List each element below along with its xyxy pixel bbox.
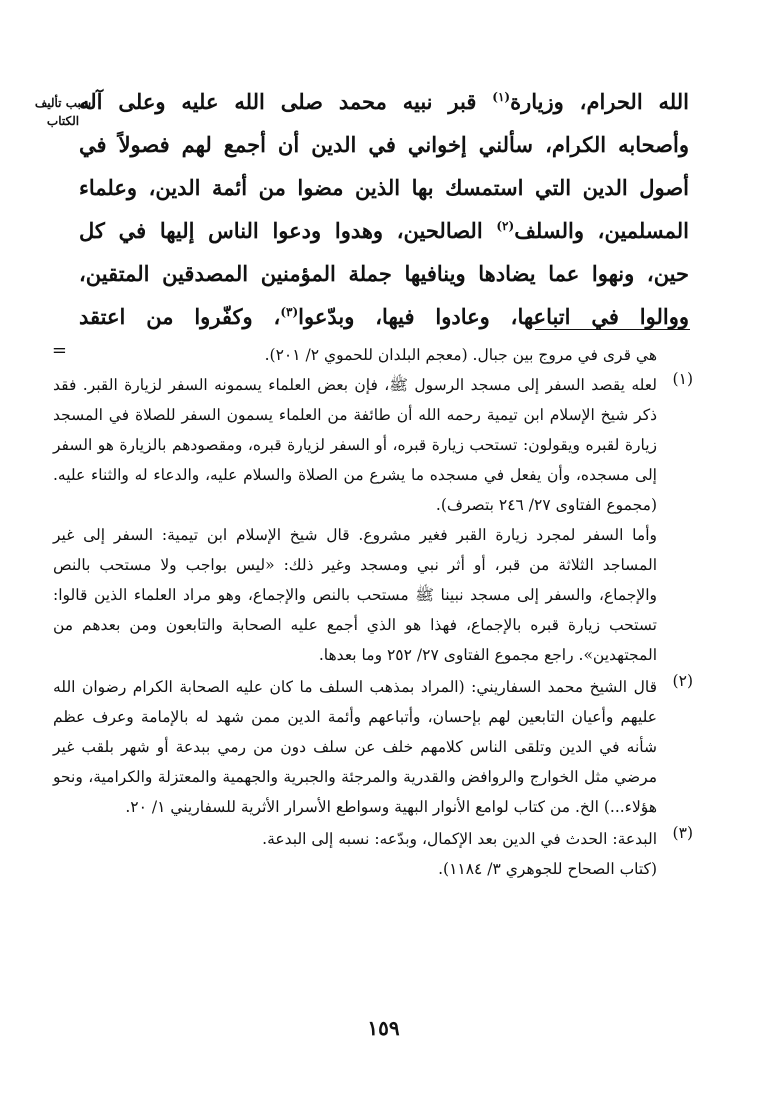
- footnote-number: (٢): [672, 672, 693, 690]
- page-number: ١٥٩: [367, 1016, 400, 1040]
- footnote-paragraph: وأما السفر لمجرد زيارة القبر فغير مشروع. قال شيخ الإسلام ابن تيمية: السفر إلى غير المساجد الثلاثة من قبر، أو أثر نبي ومسجد وغير ذلك: «ليس بواجب ولا مستحب بالنص والإجماع، والسفر إلى مسجد نبينا ﷺ مستحب بالنص والإجماع، وهو مراد العلماء الذين قالوا: تستحب زيارة قبره بالإجماع، فهذا هو الذي أجمع عليه الصحابة والتابعون ومن بعدهم من المجتهدين». راجع مجموع الفتاوى ٢٧/ ٢٥٢ وما بعدها.: [53, 526, 657, 664]
- footnote-paragraph: (كتاب الصحاح للجوهري ٣/ ١١٨٤).: [438, 860, 657, 878]
- footnote-number: (١): [672, 370, 693, 388]
- margin-note-line-2: الكتاب: [46, 114, 80, 128]
- footnote-paragraph: لعله يقصد السفر إلى مسجد الرسول ﷺ، فإن بعض العلماء يسمونه السفر لزيارة القبر. فقد ذكر شيخ الإسلام ابن تيمية رحمه الله أن طائفة من العلماء يسمون السفر للصلاة في المسجد زيارة لقبره ويقولون: تستحب زيارة قبره، أو السفر لزيارة قبره، ومقصودهم بالزيارة هو السفر إلى مسجده، وأن يفعل في مسجده ما يشرع من الصلاة والسلام عليه، والدعاء له والثناء عليه. (مجموع الفتاوى ٢٧/ ٢٤٦ بتصرف).: [53, 376, 657, 514]
- footnotes: [53, 340, 693, 884]
- continuation-text: هي قرى في مروج بين جبال. (معجم البلدان للحموي ٢/ ٢٠١).: [264, 346, 657, 364]
- main-line: وأصحابه الكرام، سألني إخواني في الدين أن أجمع لهم فصولاً في: [79, 132, 689, 157]
- margin-note-line-1: سبب تأليف: [34, 96, 92, 110]
- main-line: المسلمين، والسلف$^{(٢)}$ الصالحين، وهدوا ودعوا الناس إليها في كل: [79, 218, 689, 243]
- main-line: حين، ونهوا عما يضادها وينافيها جملة المؤمنين المصدقين المتقين،: [79, 261, 689, 286]
- main-line: الله الحرام، وزيارة$^{(١)}$ قبر نبيه محمد صلى الله عليه وعلى آله: [79, 89, 689, 114]
- continuation-marker: =: [51, 340, 67, 361]
- footnote-paragraph: قال الشيخ محمد السفاريني: (المراد بمذهب السلف ما كان عليه الصحابة الكرام رضوان الله عليهم وأعيان التابعين لهم بإحسان، وأتباعهم وأئمة الدين ممن شهد له بالإمامة وعرف عظم شأنه في الدين وتلقى الناس كلامهم خلف عن سلف دون من رمي ببدعة أو شهر بلقب غير مرضي مثل الخوارج والروافض والقدرية والمرجئة والجبرية والجهمية والمعتزلة والكرامية، ونحو هؤلاء...) الخ. من كتاب لوامع الأنوار البهية وسواطع الأسرار الأثرية للسفاريني ١/ ٢٠.: [53, 678, 657, 816]
- footnote-separator: [535, 329, 690, 330]
- footnote-number: (٣): [672, 824, 693, 842]
- footnote-ref-1: (١): [492, 90, 511, 104]
- footnote-paragraph: البدعة: الحدث في الدين بعد الإكمال، وبدّعه: نسبه إلى البدعة.: [262, 830, 657, 848]
- footnote-1: [53, 370, 693, 670]
- footnote-3: [53, 824, 693, 884]
- footnote-2: [53, 672, 693, 822]
- footnote-ref-3: (٣): [280, 305, 299, 319]
- main-line: ووالوا في اتباعها، وعادوا فيها، وبدّعوا$^{(٣)}$، وكفّروا من اعتقد: [79, 304, 689, 329]
- footnote-continuation: [53, 340, 693, 370]
- main-text: [79, 80, 689, 338]
- main-line: أصول الدين التي استمسك بها الذين مضوا من أئمة الدين، وعلماء: [79, 175, 689, 200]
- footnote-ref-2: (٢): [496, 219, 515, 233]
